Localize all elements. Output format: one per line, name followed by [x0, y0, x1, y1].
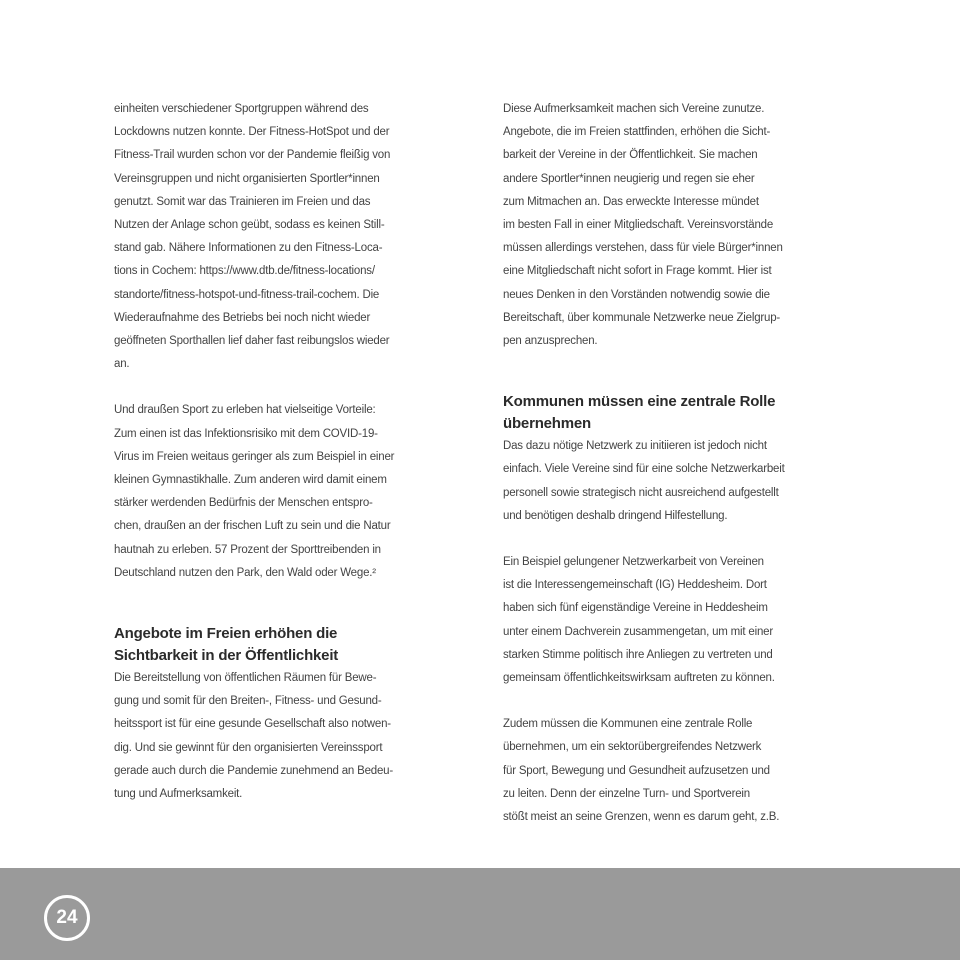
text-line: genutzt. Somit war das Trainieren im Freien und das — [114, 195, 371, 208]
paragraph-gap — [503, 353, 873, 391]
page-number-badge — [44, 895, 90, 941]
text-line: geöffneten Sporthallen lief daher fast reibungslos wieder — [114, 335, 390, 348]
text-line: Vereinsgruppen und nicht organisierten Sportler*innen — [114, 172, 380, 185]
text-line: Lockdowns nutzen konnte. Der Fitness-HotSpot und der — [114, 126, 390, 139]
paragraph-gap — [503, 528, 873, 551]
text-line: haben sich fünf eigenständige Vereine in Heddesheim — [503, 602, 768, 615]
text-line: übernehmen, um ein sektorübergreifendes Netzwerk — [503, 741, 762, 754]
right-para-4 — [503, 713, 873, 829]
text-line: kleinen Gymnastikhalle. Zum anderen wird damit einem — [114, 474, 387, 487]
text-line: Fitness-Trail wurden schon vor der Pandemie fleißig von — [114, 149, 391, 162]
text-line: stößt meist an seine Grenzen, wenn es darum geht, z.B. — [503, 811, 780, 824]
text-line: an. — [114, 358, 130, 371]
text-line: Und draußen Sport zu erleben hat vielseitige Vorteile: — [114, 404, 376, 417]
text-line: unter einem Dachverein zusammengetan, um mit einer — [503, 625, 773, 638]
text-line: für Sport, Bewegung und Gesundheit aufzusetzen und — [503, 764, 770, 777]
text-line: dig. Und sie gewinnt für den organisierten Vereinssport — [114, 741, 383, 754]
text-line: Diese Aufmerksamkeit machen sich Vereine zunutze. — [503, 103, 765, 115]
text-line: barkeit der Vereine in der Öffentlichkeit. Sie machen — [503, 149, 758, 162]
text-line: eine Mitgliedschaft nicht sofort in Frage kommt. Hier ist — [503, 265, 772, 278]
text-line: gemeinsam öffentlichkeitswirksam auftreten zu können. — [503, 672, 775, 685]
text-line: im besten Fall in einer Mitgliedschaft. Vereinsvorstände — [503, 219, 774, 232]
text-line: tung und Aufmerksamkeit. — [114, 788, 243, 801]
text-line: tions in Cochem: https://www.dtb.de/fitness-locations/ — [114, 265, 375, 278]
left-para-3 — [114, 667, 484, 806]
text-line: standorte/fitness-hotspot-und-fitness-trail-cochem. Die — [114, 288, 380, 301]
text-line: Deutschland nutzen den Park, den Wald oder Wege.² — [114, 566, 376, 579]
text-line: zum Mitmachen an. Das erweckte Interesse mündet — [503, 195, 759, 208]
left-para-2 — [114, 399, 484, 585]
text-line: Zudem müssen die Kommunen eine zentrale Rolle — [503, 718, 753, 731]
text-line: einfach. Viele Vereine sind für eine solche Netzwerkarbeit — [503, 463, 785, 476]
text-line: Das dazu nötige Netzwerk zu initiieren ist jedoch nicht — [503, 440, 767, 453]
text-line: ist die Interessengemeinschaft (IG) Heddesheim. Dort — [503, 579, 767, 592]
paragraph-gap — [114, 585, 484, 623]
text-line: und benötigen deshalb dringend Hilfestellung. — [503, 509, 728, 522]
text-line: heitssport ist für eine gesunde Gesellschaft also notwen- — [114, 718, 391, 731]
text-line: andere Sportler*innen neugierig und regen sie eher — [503, 172, 755, 185]
paragraph-gap — [503, 690, 873, 713]
heading-line: Angebote im Freien erhöhen die — [114, 625, 338, 643]
text-line: zu leiten. Denn der einzelne Turn- und Sportverein — [503, 787, 750, 800]
text-line: starken Stimme politisch ihre Anliegen zu vertreten und — [503, 648, 773, 661]
text-line: Nutzen der Anlage schon geübt, sodass es keinen Still- — [114, 219, 385, 232]
text-line: stand gab. Nähere Informationen zu den Fitness-Loca- — [114, 242, 383, 255]
text-line: Bereitschaft, über kommunale Netzwerke neue Zielgrup- — [503, 311, 781, 324]
right-para-3 — [503, 551, 873, 690]
text-line: gung und somit für den Breiten-, Fitness- und Gesund- — [114, 695, 382, 708]
right-para-2 — [503, 435, 873, 528]
text-line: Angebote, die im Freien stattfinden, erhöhen die Sicht- — [503, 126, 771, 139]
section-heading — [503, 391, 873, 435]
text-line: pen anzusprechen. — [503, 335, 598, 348]
text-line: Wiederaufnahme des Betriebs bei noch nicht wieder — [114, 311, 371, 324]
footer-band — [0, 868, 960, 960]
page-number: 24 — [56, 907, 78, 928]
left-column — [114, 98, 484, 806]
text-line: Virus im Freien weitaus geringer als zum Beispiel in einer — [114, 450, 395, 463]
section-heading — [114, 623, 484, 667]
heading-line: übernehmen — [503, 415, 592, 433]
text-line: personell sowie strategisch nicht ausreichend aufgestellt — [503, 486, 779, 499]
text-line: einheiten verschiedener Sportgruppen während des — [114, 103, 369, 115]
right-para-1 — [503, 98, 873, 353]
text-line: Zum einen ist das Infektionsrisiko mit dem COVID-19- — [114, 427, 378, 440]
paragraph-gap — [114, 376, 484, 399]
heading-line: Sichtbarkeit in der Öffentlichkeit — [114, 647, 339, 665]
heading-line: Kommunen müssen eine zentrale Rolle — [503, 393, 776, 411]
text-line: müssen allerdings verstehen, dass für viele Bürger*innen — [503, 242, 783, 255]
text-line: neues Denken in den Vorständen notwendig sowie die — [503, 288, 770, 301]
text-line: stärker werdenden Bedürfnis der Menschen entspro- — [114, 497, 373, 510]
right-column — [503, 98, 873, 829]
text-line: Ein Beispiel gelungener Netzwerkarbeit von Vereinen — [503, 556, 764, 569]
text-line: chen, draußen an der frischen Luft zu sein und die Natur — [114, 520, 391, 533]
text-line: Die Bereitstellung von öffentlichen Räumen für Bewe- — [114, 672, 377, 685]
left-para-1 — [114, 98, 484, 376]
text-line: hautnah zu erleben. 57 Prozent der Sporttreibenden in — [114, 543, 381, 556]
text-line: gerade auch durch die Pandemie zunehmend an Bedeu- — [114, 764, 393, 777]
